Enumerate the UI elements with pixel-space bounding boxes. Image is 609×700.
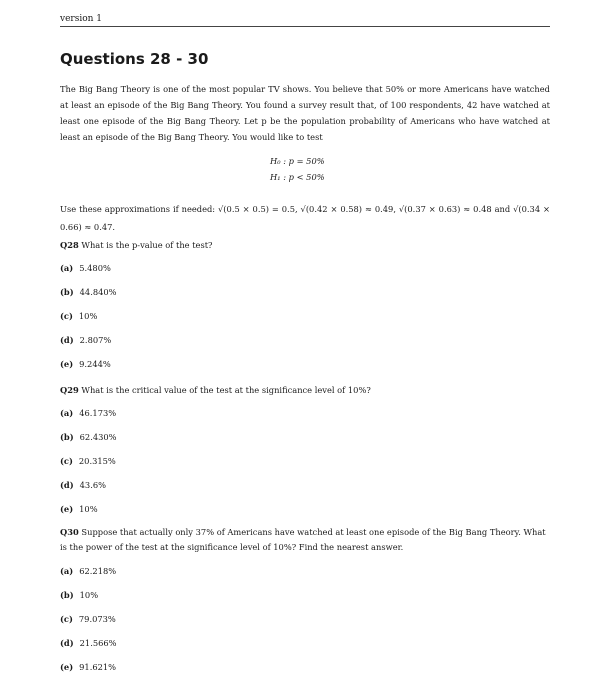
option-label: (a) — [60, 408, 74, 418]
option-value: 9.244% — [79, 359, 111, 369]
null-hypothesis: H₀ : p = 50% — [270, 156, 325, 166]
option-value: 10% — [79, 590, 99, 600]
option-label: (e) — [60, 662, 74, 672]
question-30 — [60, 525, 550, 555]
question-number: Q28 — [60, 240, 79, 250]
question-text: What is the p-value of the test? — [81, 240, 213, 250]
q29-option-e[interactable] — [60, 504, 98, 514]
option-label: (a) — [60, 566, 74, 576]
option-value: 44.840% — [79, 287, 117, 297]
option-value: 43.6% — [79, 480, 107, 490]
option-value: 62.218% — [79, 566, 117, 576]
q28-option-b[interactable] — [60, 287, 117, 297]
q28-option-a[interactable] — [60, 263, 111, 273]
page-title: Questions 28 - 30 — [60, 50, 209, 68]
option-label: (d) — [60, 335, 74, 345]
option-label: (c) — [60, 614, 73, 624]
option-value: 21.566% — [79, 638, 117, 648]
question-28 — [60, 238, 550, 253]
option-value: 5.480% — [79, 263, 111, 273]
question-text: What is the critical value of the test at the significance level of 10%? — [81, 385, 371, 395]
option-value: 91.621% — [79, 662, 117, 672]
option-value: 62.430% — [79, 432, 117, 442]
question-29 — [60, 383, 550, 398]
option-label: (d) — [60, 480, 74, 490]
option-label: (c) — [60, 311, 73, 321]
q30-option-a[interactable] — [60, 566, 116, 576]
q29-option-b[interactable] — [60, 432, 117, 442]
option-label: (e) — [60, 359, 74, 369]
option-value: 2.807% — [79, 335, 112, 345]
q30-option-c[interactable] — [60, 614, 116, 624]
option-value: 79.073% — [78, 614, 116, 624]
option-value: 20.315% — [78, 456, 116, 466]
q28-option-e[interactable] — [60, 359, 111, 369]
alternative-hypothesis: H₁ : p < 50% — [270, 172, 325, 182]
q29-option-d[interactable] — [60, 480, 106, 490]
option-label: (d) — [60, 638, 74, 648]
option-label: (e) — [60, 504, 74, 514]
option-label: (b) — [60, 287, 74, 297]
q28-option-c[interactable] — [60, 311, 97, 321]
approximations-note: Use these approximations if needed: √(0.5 × 0.5) = 0.5, √(0.42 × 0.58) ≈ 0.49, √(0.37 × 0.63) ≈ 0.48 and √(0.34 × 0.66) ≈ 0.47. — [60, 204, 550, 232]
question-number: Q29 — [60, 385, 79, 395]
q29-option-c[interactable] — [60, 456, 116, 466]
question-text: Suppose that actually only 37% of Americans have watched at least one episode of the Big Bang Theory. What is the power of the test at the significance level of 10%? Find the nearest answer. — [60, 527, 546, 552]
option-value: 46.173% — [79, 408, 117, 418]
question-number: Q30 — [60, 527, 79, 537]
q28-option-d[interactable] — [60, 335, 111, 345]
option-value: 10% — [79, 504, 98, 514]
q30-option-b[interactable] — [60, 590, 98, 600]
q30-option-e[interactable] — [60, 662, 116, 672]
intro-paragraph: The Big Bang Theory is one of the most popular TV shows. You believe that 50% or more Americans have watched at least an episode of the Big Bang Theory. You found a survey result that, of 100 respondents, 42 have watched at least one episode of the Big Bang Theory. Let p be the population probability of Americans who have watched at least an episode of the Big Bang Theory. You would like to test — [60, 84, 550, 142]
option-label: (b) — [60, 432, 74, 442]
q29-option-a[interactable] — [60, 408, 116, 418]
option-label: (a) — [60, 263, 74, 273]
version-header: version 1 — [60, 14, 550, 27]
option-label: (c) — [60, 456, 73, 466]
option-value: 10% — [78, 311, 98, 321]
option-label: (b) — [60, 590, 74, 600]
q30-option-d[interactable] — [60, 638, 117, 648]
